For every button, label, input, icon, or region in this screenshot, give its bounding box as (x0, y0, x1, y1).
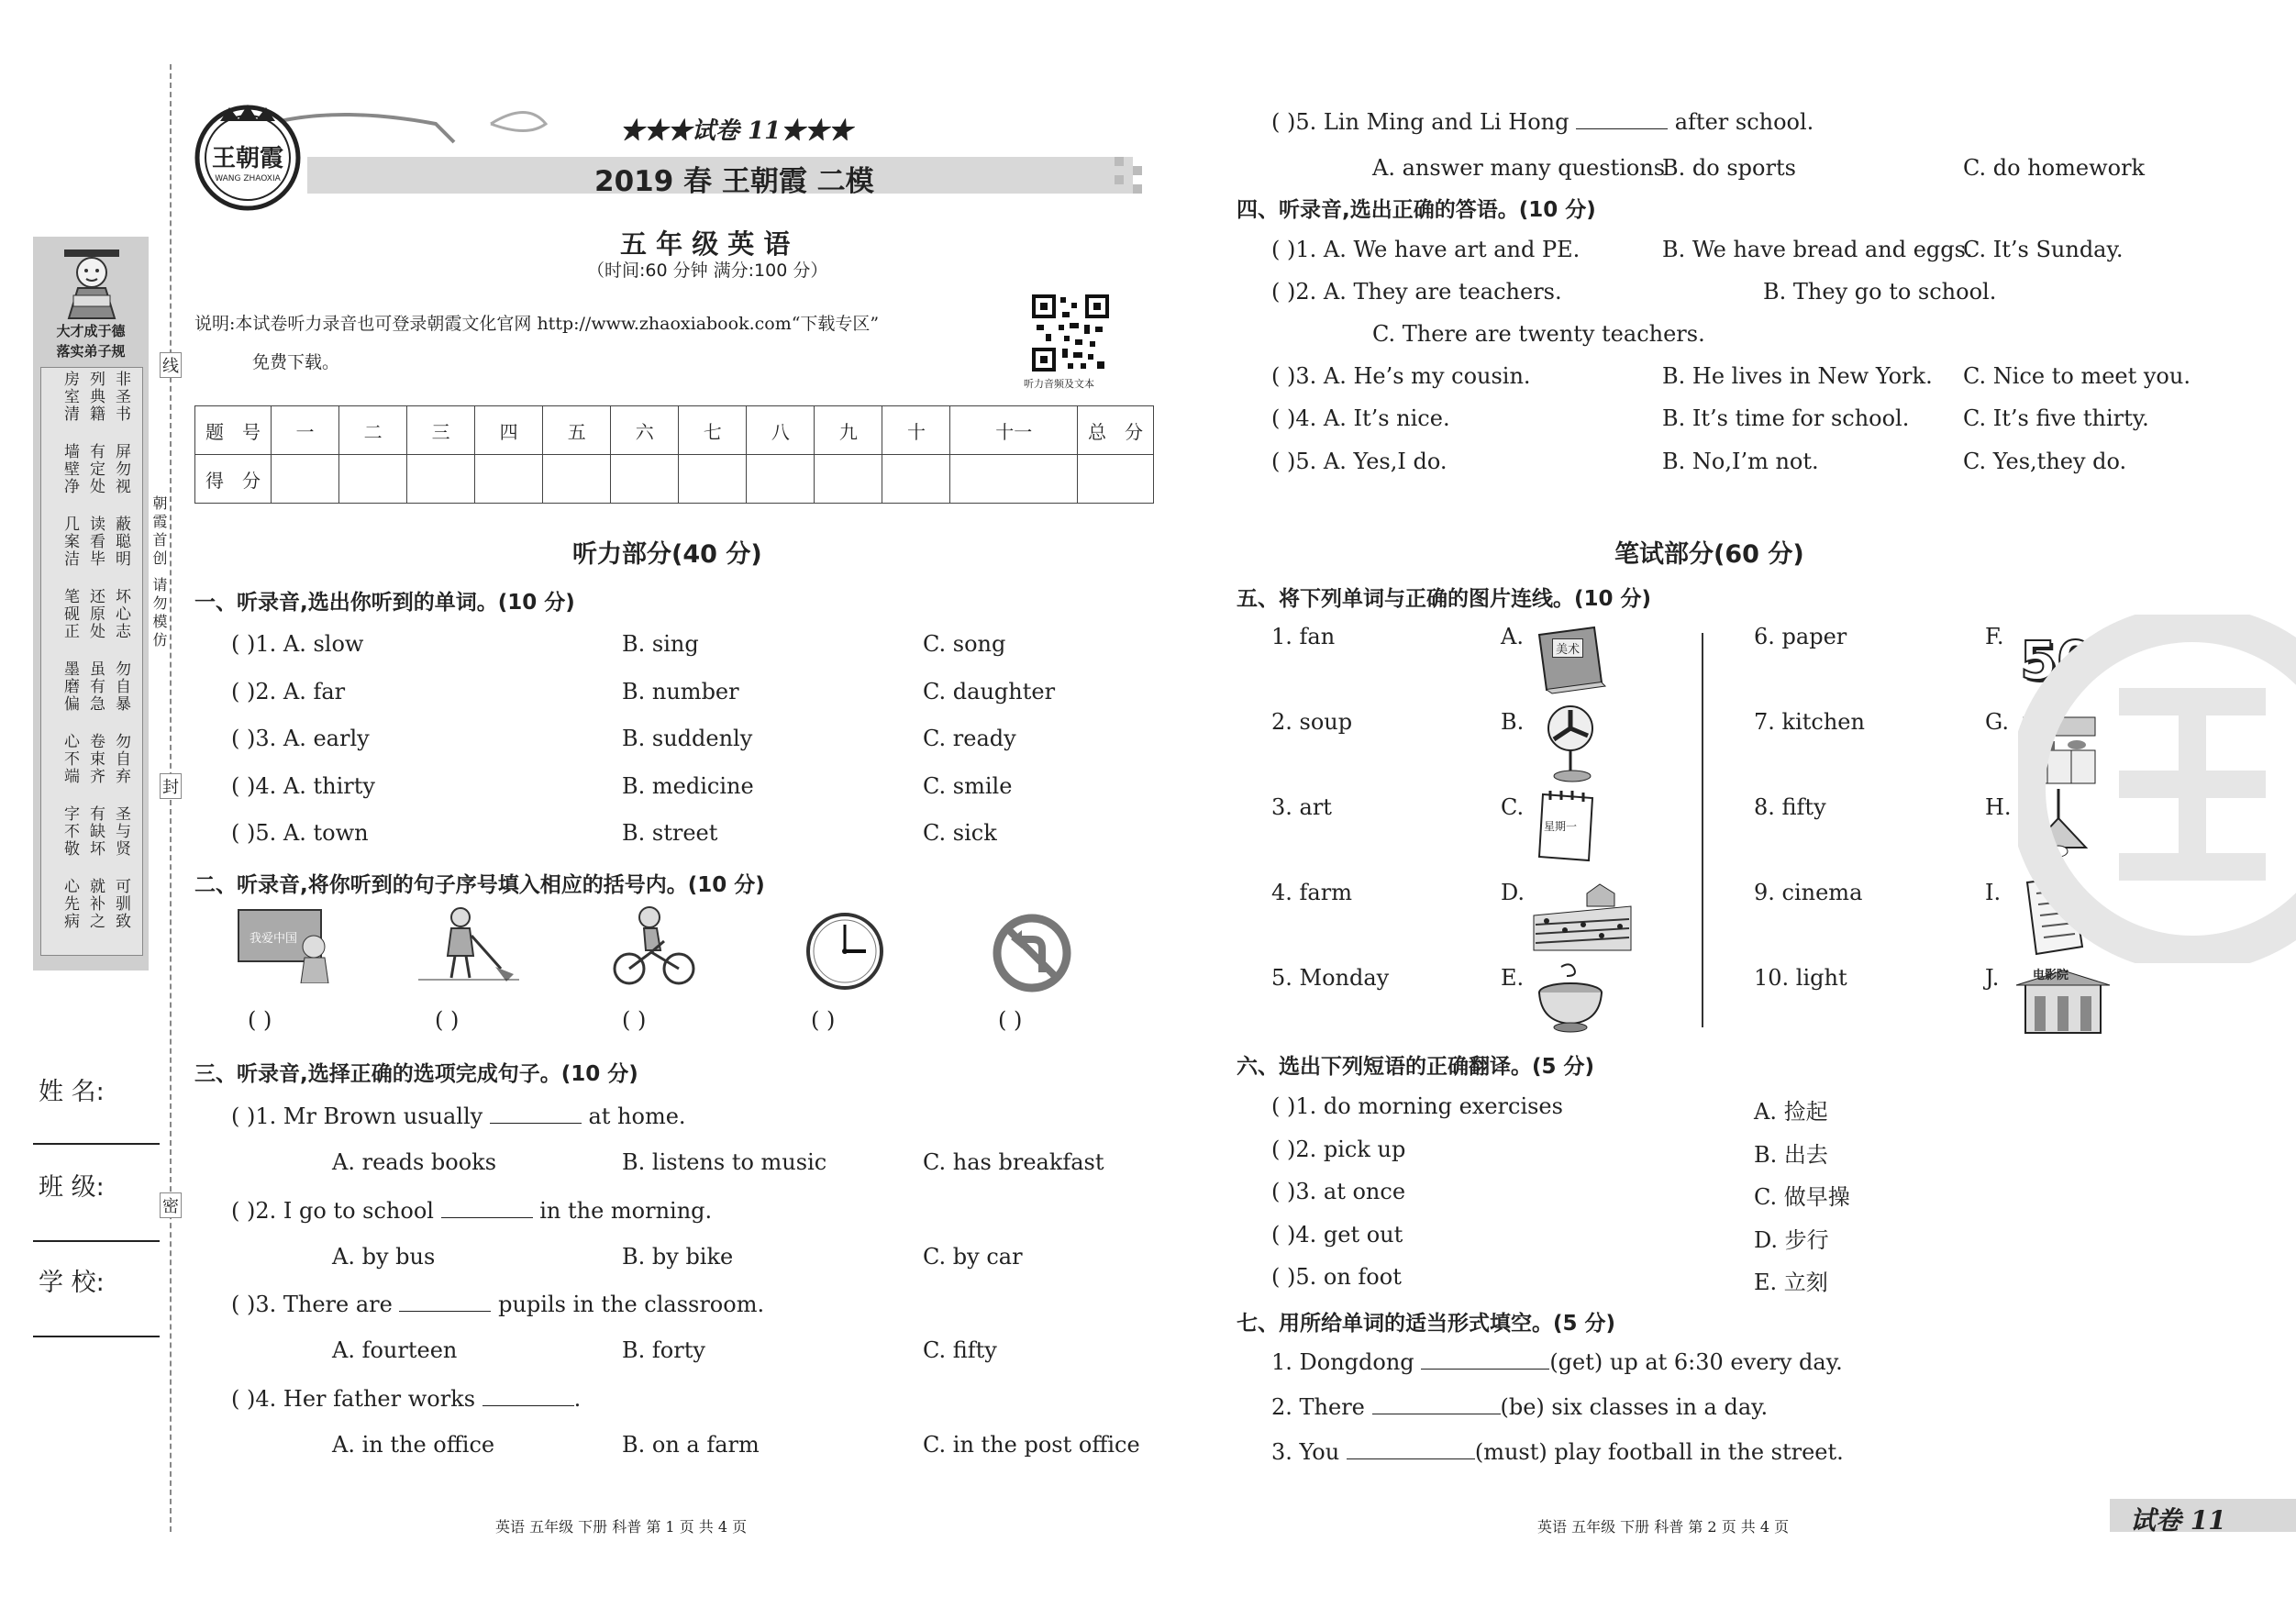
poem-column: 勿自暴 (112, 660, 130, 713)
match-letter-right: G. (1985, 709, 2009, 735)
poem-column: 读看毕 (86, 516, 105, 568)
calendar-label: 星期一 (1544, 820, 1578, 833)
part3-question (231, 1291, 764, 1317)
part7-text-end: (get) up at 6:30 every day. (1549, 1349, 1843, 1375)
part4-option-c[interactable]: C. Nice to meet you. (1963, 363, 2191, 389)
cycling-picture (609, 904, 701, 987)
part1-option-c[interactable]: C. smile (923, 772, 1013, 799)
score-header-cell: 四 (475, 406, 543, 455)
fifty-picture: 50 (2020, 629, 2094, 692)
match-letter-left: D. (1501, 880, 1525, 905)
poem-column: 屏勿视 (112, 443, 130, 495)
score-header-cell: 八 (747, 406, 815, 455)
part3-question-text: ( )4. Her father works (231, 1385, 482, 1412)
match-letter-right: F. (1985, 624, 2004, 649)
part1-question[interactable]: ( )2. A. far (231, 678, 346, 704)
match-word-right[interactable]: 8. fifty (1754, 794, 1826, 820)
score-header-cell: 总 分 (1078, 406, 1154, 455)
part6-option[interactable]: A. 捡起 (1754, 1099, 1828, 1125)
part3-option-a[interactable]: A. reads books (332, 1149, 497, 1175)
book-label: 美术 (1552, 638, 1583, 658)
part5-title: 五、将下列单词与正确的图片连线。(10 分) (1237, 587, 1652, 611)
part1-option-c[interactable]: C. daughter (923, 678, 1056, 704)
match-letter-left: B. (1501, 709, 1525, 735)
poem-column: 可驯致 (112, 878, 130, 930)
part3-option-c[interactable]: C. do homework (1963, 155, 2146, 181)
fan-picture (1537, 703, 1611, 785)
part1-option-b[interactable]: B. sing (622, 631, 699, 657)
sidebar-poem (44, 371, 139, 950)
score-cell[interactable] (611, 455, 679, 504)
score-header-cell: 一 (272, 406, 339, 455)
part2-title: 二、听录音,将你听到的句子序号填入相应的括号内。(10 分) (194, 873, 765, 897)
part3-option-c[interactable]: C. in the post office (923, 1431, 1140, 1458)
poem-column: 有缺坏 (86, 805, 105, 858)
part2-answer-blank[interactable]: ( ) (998, 1007, 1023, 1033)
score-table-header-row (195, 406, 1154, 455)
logo-text: 王朝霞 (211, 145, 283, 172)
qr-code-icon[interactable] (1031, 294, 1110, 372)
part7-text-end: (be) six classes in a day. (1500, 1394, 1769, 1420)
class-input-line[interactable] (33, 1240, 160, 1242)
part6-question[interactable]: ( )1. do morning exercises (1271, 1093, 1563, 1119)
part7-text: 3. You (1271, 1439, 1347, 1465)
poem-column: 勿自弃 (112, 733, 130, 785)
part3-question-text-end: . (573, 1385, 582, 1412)
part7-title: 七、用所给单词的适当形式填空。(5 分) (1237, 1312, 1616, 1336)
footer-tag: 试卷 11 (2130, 1505, 2226, 1536)
poem-column: 笔砚正 (61, 588, 79, 640)
poem-column: 列典籍 (86, 371, 105, 423)
part1-option-b[interactable]: B. street (622, 820, 718, 846)
part3-question-text-end: at home. (581, 1103, 686, 1129)
exam-title: 2019 春 王朝霞 二模 (594, 165, 874, 198)
score-header-cell: 十 (882, 406, 950, 455)
school-label: 学 校: (39, 1269, 105, 1297)
watermark-seal (2018, 615, 2296, 963)
part4-option-b[interactable]: B. We have bread and eggs. (1662, 237, 1973, 262)
part1-question[interactable]: ( )3. A. early (231, 726, 370, 751)
part3-question-text: ( )3. There are (231, 1292, 400, 1317)
art-book-picture (1534, 622, 1616, 695)
part7-text-end: (must) play football in the street. (1474, 1439, 1844, 1465)
poem-column: 就补之 (86, 878, 105, 930)
part7-question (1271, 1438, 1844, 1465)
part3-question (231, 1197, 712, 1224)
match-word-left[interactable]: 1. fan (1271, 624, 1336, 649)
part3-option-b[interactable]: B. on a farm (622, 1431, 760, 1458)
poem-column: 卷束齐 (86, 733, 105, 785)
vertical-note: 朝霞首创 请勿模仿 (150, 495, 168, 651)
cinema-label: 电影院 (2033, 969, 2069, 982)
answer-blank[interactable] (1347, 1438, 1475, 1459)
match-word-right[interactable]: 9. cinema (1754, 880, 1863, 905)
part6-option[interactable]: E. 立刻 (1754, 1270, 1828, 1295)
part4-option-b[interactable]: B. They go to school. (1763, 279, 1997, 305)
score-cell[interactable] (950, 455, 1078, 504)
match-word-left[interactable]: 4. farm (1271, 880, 1352, 905)
part3-option-c[interactable]: C. fifty (923, 1337, 997, 1363)
answer-blank[interactable] (490, 1103, 582, 1124)
part6-option[interactable]: C. 做早操 (1754, 1184, 1850, 1210)
part4-question[interactable]: ( )3. A. He’s my cousin. (1271, 363, 1531, 389)
part3-option-b[interactable]: B. listens to music (622, 1149, 827, 1175)
score-cell[interactable] (747, 455, 815, 504)
part1-option-b[interactable]: B. medicine (622, 772, 754, 799)
part3-option-a[interactable]: A. fourteen (332, 1337, 458, 1363)
class-label: 班 级: (39, 1173, 105, 1202)
score-cell[interactable] (543, 455, 611, 504)
farm-picture (1532, 879, 1633, 952)
part3-option-b[interactable]: B. by bike (622, 1243, 734, 1270)
poem-column: 还原处 (86, 588, 105, 640)
part4-question[interactable]: ( )1. A. We have art and PE. (1271, 237, 1581, 262)
match-letter-right: H. (1985, 794, 2012, 820)
soup-picture (1534, 961, 1607, 1035)
part2-answer-blank[interactable]: ( ) (811, 1007, 836, 1033)
name-input-line[interactable] (33, 1143, 160, 1145)
poem-column: 有定处 (86, 443, 105, 495)
part4-title: 四、听录音,选出正确的答语。(10 分) (1237, 198, 1596, 222)
part6-option[interactable]: D. 步行 (1754, 1226, 1829, 1253)
part6-option[interactable]: B. 出去 (1754, 1141, 1828, 1168)
score-header-cell: 九 (815, 406, 882, 455)
part4-question[interactable]: ( )2. A. They are teachers. (1271, 279, 1562, 305)
score-cell[interactable] (407, 455, 475, 504)
match-word-left[interactable]: 5. Monday (1271, 965, 1390, 991)
part7-text: 2. There (1271, 1394, 1372, 1420)
part3-question-text: ( )5. Lin Ming and Li Hong (1271, 109, 1577, 135)
match-word-right[interactable]: 7. kitchen (1754, 709, 1865, 735)
answer-blank[interactable] (1372, 1393, 1501, 1414)
seal-char-3: 密 (160, 1192, 182, 1218)
poem-column: 坏心志 (112, 588, 130, 640)
match-word-left[interactable]: 3. art (1271, 794, 1332, 820)
part4-option-c[interactable]: C. It’s five thirty. (1963, 405, 2149, 431)
score-row-label: 得 分 (195, 455, 272, 504)
score-header-cell: 十一 (950, 406, 1078, 455)
board-text: 我爱中国 (250, 932, 298, 946)
part1-question[interactable]: ( )5. A. town (231, 820, 369, 846)
footer-left: 英语 五年级 下册 科普 第 1 页 共 4 页 (495, 1518, 748, 1536)
poem-column: 墨磨偏 (61, 660, 79, 713)
part3-option-c[interactable]: C. by car (923, 1243, 1023, 1270)
match-word-left[interactable]: 2. soup (1271, 709, 1353, 735)
scholar-figure (46, 240, 138, 323)
part6-question[interactable]: ( )4. get out (1271, 1221, 1403, 1248)
part3-question-text: ( )2. I go to school (231, 1197, 441, 1224)
part6-title: 六、选出下列短语的正确翻译。(5 分) (1237, 1055, 1595, 1079)
part4-option-c[interactable]: C. There are twenty teachers. (1372, 321, 1705, 347)
part2-answer-blank[interactable]: ( ) (435, 1007, 460, 1033)
part3-question (231, 1103, 686, 1129)
part4-option-c[interactable]: C. Yes,they do. (1963, 449, 2127, 474)
score-cell[interactable] (339, 455, 407, 504)
part3-question-text: ( )1. Mr Brown usually (231, 1103, 490, 1129)
part3-question (1271, 108, 1814, 135)
match-letter-left: C. (1501, 794, 1525, 820)
part6-question[interactable]: ( )2. pick up (1271, 1136, 1406, 1162)
clock-picture (804, 910, 886, 993)
seal-char-1: 线 (160, 352, 182, 378)
part1-option-b[interactable]: B. suddenly (622, 726, 753, 751)
part1-option-c[interactable]: C. ready (923, 726, 1016, 751)
poem-column: 圣与贤 (112, 805, 130, 858)
answer-blank[interactable] (1576, 108, 1668, 129)
score-cell[interactable] (815, 455, 882, 504)
answer-blank[interactable] (482, 1385, 574, 1406)
logo-subtext: WANG ZHAOXIA (215, 174, 281, 183)
poem-column: 心先病 (61, 878, 79, 930)
exam-time: （时间:60 分钟 满分:100 分） (587, 261, 828, 281)
part4-option-b[interactable]: B. No,I’m not. (1662, 449, 1819, 474)
score-header-cell: 六 (611, 406, 679, 455)
part2-answer-blank[interactable]: ( ) (622, 1007, 647, 1033)
download-note-2: 免费下载。 (252, 352, 340, 372)
poem-column: 几案洁 (61, 516, 79, 568)
poem-column: 房室清 (61, 371, 79, 423)
part3-option-a[interactable]: A. by bus (332, 1243, 436, 1270)
part3-option-b[interactable]: B. do sports (1662, 155, 1796, 181)
part3-title: 三、听录音,选择正确的选项完成句子。(10 分) (194, 1062, 638, 1086)
answer-blank[interactable] (399, 1291, 491, 1312)
score-header-cell: 二 (339, 406, 407, 455)
listening-section-title: 听力部分(40 分) (572, 540, 762, 569)
sweeping-picture (418, 904, 519, 983)
match-letter-right: I. (1985, 880, 2002, 905)
score-header-cell: 五 (543, 406, 611, 455)
part3-question-text-end: after school. (1668, 109, 1814, 135)
part3-question (231, 1385, 581, 1412)
part7-text: 1. Dongdong (1271, 1349, 1422, 1375)
score-cell[interactable] (272, 455, 339, 504)
part3-option-a[interactable]: A. in the office (332, 1431, 495, 1458)
part4-question[interactable]: ( )4. A. It’s nice. (1271, 405, 1450, 431)
part3-option-c[interactable]: C. has breakfast (923, 1149, 1104, 1175)
poem-column: 虽有急 (86, 660, 105, 713)
score-cell[interactable] (475, 455, 543, 504)
part4-option-b[interactable]: B. He lives in New York. (1662, 363, 1933, 389)
footer-right: 英语 五年级 下册 科普 第 2 页 共 4 页 (1537, 1518, 1790, 1536)
match-letter-right: J. (1985, 965, 2000, 991)
score-cell[interactable] (1078, 455, 1154, 504)
poem-column: 非圣书 (112, 371, 130, 423)
part7-question (1271, 1393, 1768, 1420)
part1-question[interactable]: ( )1. A. slow (231, 631, 364, 657)
score-header-cell: 七 (679, 406, 747, 455)
no-turn-sign-picture (991, 912, 1073, 994)
score-table-score-row (195, 455, 1154, 504)
seal-char-2: 封 (160, 773, 182, 799)
part1-title: 一、听录音,选出你听到的单词。(10 分) (194, 591, 575, 615)
answer-blank[interactable] (441, 1197, 533, 1218)
paper-number: ★★★试卷 11★★★ (620, 117, 853, 145)
score-cell[interactable] (882, 455, 950, 504)
part1-question[interactable]: ( )4. A. thirty (231, 772, 375, 799)
part4-option-b[interactable]: B. It’s time for school. (1662, 405, 1910, 431)
part1-option-c[interactable]: C. sick (923, 820, 997, 846)
score-table (194, 405, 1154, 504)
part4-option-c[interactable]: C. It’s Sunday. (1963, 237, 2124, 262)
part2-answer-blank[interactable]: ( ) (248, 1007, 272, 1033)
part5-divider (1702, 633, 1703, 1027)
sidebar-motto: 大才成于德 落实弟子规 (56, 323, 126, 360)
poem-column: 心不端 (61, 733, 79, 785)
score-header-cell: 题 号 (195, 406, 272, 455)
download-note[interactable]: 说明:本试卷听力录音也可登录朝霞文化官网 http://www.zhaoxiabook.com“下载专区” (194, 314, 880, 334)
qr-caption: 听力音频及文本 (1024, 378, 1094, 390)
written-section-title: 笔试部分(60 分) (1614, 540, 1804, 569)
school-input-line[interactable] (33, 1336, 160, 1337)
name-label: 姓 名: (39, 1078, 105, 1106)
part3-question-text-end: in the morning. (532, 1197, 713, 1224)
match-word-right[interactable]: 6. paper (1754, 624, 1847, 649)
match-letter-left: E. (1501, 965, 1525, 991)
part1-option-c[interactable]: C. song (923, 631, 1006, 657)
part6-question[interactable]: ( )3. at once (1271, 1179, 1406, 1204)
part3-question-text-end: pupils in the classroom. (491, 1292, 765, 1317)
answer-blank[interactable] (1421, 1348, 1549, 1370)
part4-question[interactable]: ( )5. A. Yes,I do. (1271, 449, 1447, 474)
score-header-cell: 三 (407, 406, 475, 455)
part3-option-b[interactable]: B. forty (622, 1337, 705, 1363)
poem-column: 字不敬 (61, 805, 79, 858)
part3-option-a[interactable]: A. answer many questions (1372, 155, 1666, 181)
poem-column: 蔽聪明 (112, 516, 130, 568)
subject-title: 五 年 级 英 语 (620, 228, 791, 260)
score-cell[interactable] (679, 455, 747, 504)
match-letter-left: A. (1501, 624, 1524, 649)
part7-question (1271, 1348, 1843, 1375)
poem-column: 墙壁净 (61, 443, 79, 495)
part6-question[interactable]: ( )5. on foot (1271, 1264, 1402, 1290)
match-word-right[interactable]: 10. light (1754, 965, 1847, 991)
part1-option-b[interactable]: B. number (622, 678, 739, 704)
